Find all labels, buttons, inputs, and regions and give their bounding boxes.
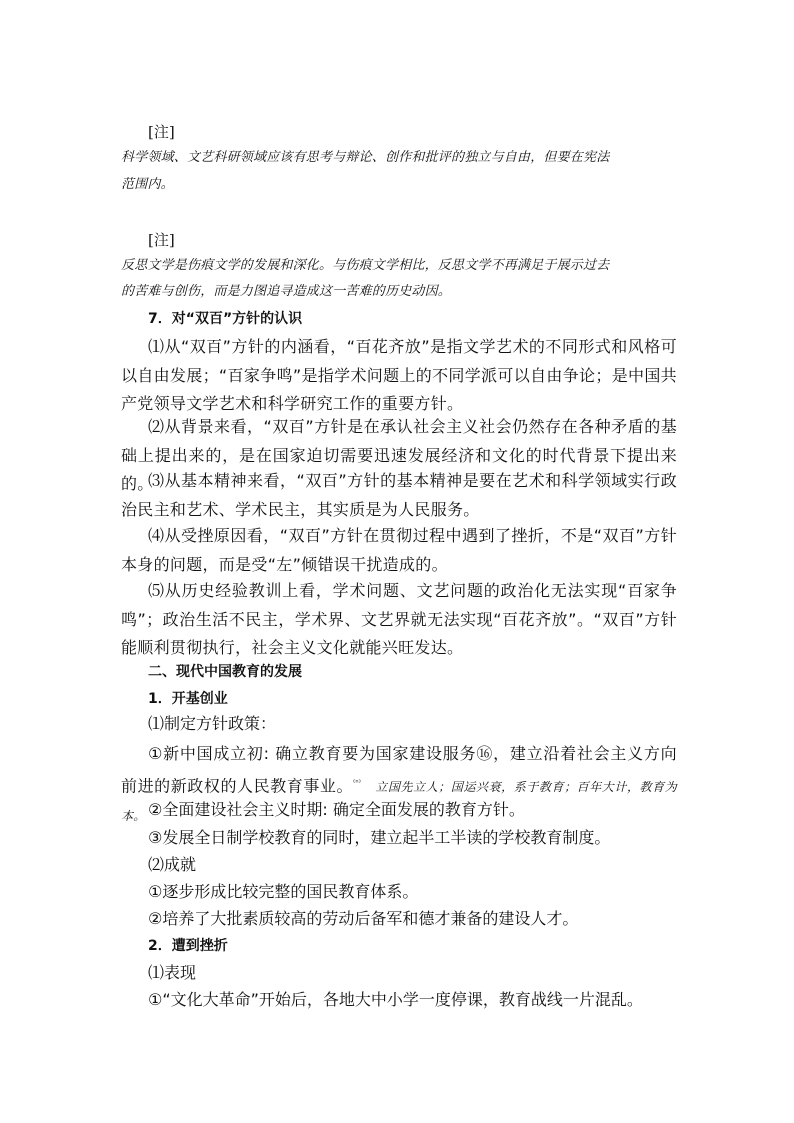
paragraph: ⑶从基本精神来看，“双百”方针的基本精神是要在艺术和科学领域实行政治民主和艺术、学术民主，其实质是为人民服务。 xyxy=(121,471,677,519)
list-item-text: ①新中国成立初: 确立教育要为国家建设服务⑯，建立沿着社会主义方向前进的新政权的人民教育事业。 xyxy=(121,744,677,795)
note-text-line: 的苦难与创伤，而是力图追寻造成这一苦难的历史动因。 xyxy=(121,284,452,299)
note-marker: ⁽ⁿ⁾ xyxy=(353,777,362,787)
list-label: ⑴表现 xyxy=(148,963,197,982)
paragraph: ⑷从受挫原因看，“双百”方针在贯彻过程中遇到了挫折，不是“双百”方针本身的问题，而是受“左”倾错误干扰造成的。 xyxy=(121,526,677,574)
note-tag: [注] xyxy=(148,231,175,249)
note-text-line: 范围内。 xyxy=(121,177,174,192)
paragraph: ⑸从历史经验教训上看，学术问题、文艺问题的政治化无法实现“百家争鸣”；政治生活不民主，学术界、文艺界就无法实现“百花齐放”。“双百”方针能顺利贯彻执行，社会主义文化就能兴旺发达。 xyxy=(121,581,677,657)
list-label: ⑴制定方针政策： xyxy=(148,714,277,733)
subsection-heading: 2．遭到挫折 xyxy=(148,938,228,954)
note-tag: [注] xyxy=(148,123,175,141)
list-label: ⑵成就 xyxy=(148,855,197,874)
list-item: ②全面建设社会主义时期: 确定全面发展的教育方针。 xyxy=(148,800,525,819)
paragraph: ⑵从背景来看，“双百”方针是在承认社会主义社会仍然存在各种矛盾的基础上提出来的，是在国家迫切需要迅速发展经济和文化的时代背景下提出来的。 xyxy=(121,417,677,493)
inline-note: 立国先立人；国运兴衰，系于教育；百年大计，教育为本。 xyxy=(121,779,677,824)
list-item: ②培养了大批素质较高的劳动后备军和德才兼备的建设人才。 xyxy=(148,909,579,928)
list-item: ③发展全日制学校教育的同时，建立起半工半读的学校教育制度。 xyxy=(148,828,611,847)
part-heading: 二、现代中国教育的发展 xyxy=(148,664,302,680)
paragraph: ⑴从“双百”方针的内涵看，“百花齐放”是指文学艺术的不同形式和风格可以自由发展；“百家争鸣”是指学术问题上的不同学派可以自由争论；是中国共产党领导文学艺术和科学研究工作的重要方针。 xyxy=(121,337,677,413)
list-item: ①逐步形成比较完整的国民教育体系。 xyxy=(148,882,419,901)
list-item: ①“文化大革命”开始后，各地大中小学一度停课，教育战线一片混乱。 xyxy=(148,990,643,1009)
subsection-heading: 1．开基创业 xyxy=(148,691,228,707)
note-text-line: 反思文学是伤痕文学的发展和深化。与伤痕文学相比，反思文学不再满足于展示过去 xyxy=(121,258,610,273)
note-text-line: 科学领域、文艺科研领域应该有思考与辩论、创作和批评的独立与自由，但要在宪法 xyxy=(121,150,610,165)
section-heading: 7．对“双百”方针的认识 xyxy=(148,311,303,327)
